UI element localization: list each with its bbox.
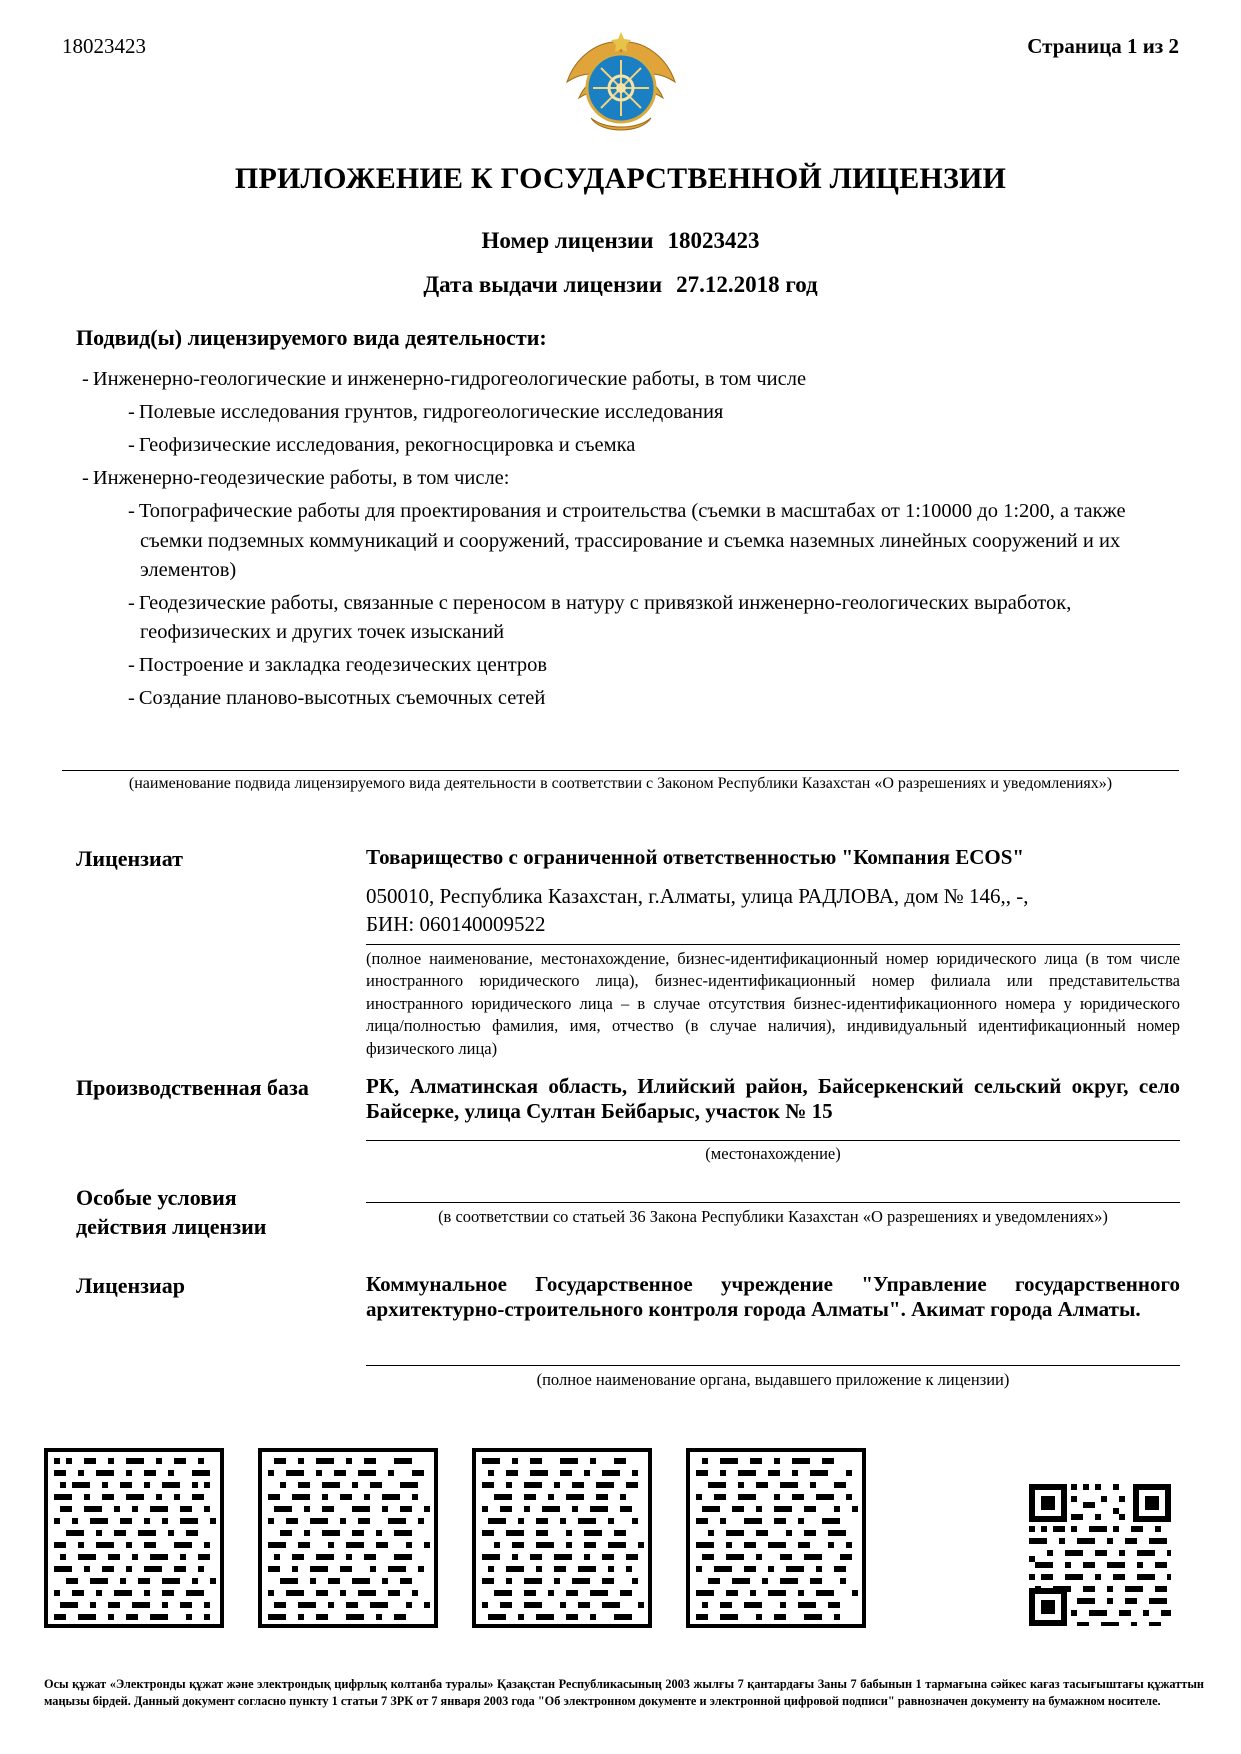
list-item-text: Геодезические работы, связанные с переносом в натуру с привязкой инженерно-геологических выработок, геофизических и других точек изысканий <box>138 591 1072 643</box>
list-item <box>128 431 1166 460</box>
production-base-label: Производственная база <box>76 1075 309 1100</box>
list-item <box>128 497 1166 584</box>
license-date-row <box>0 272 1241 298</box>
datamatrix-barcode-2 <box>258 1448 438 1628</box>
licensee-bin: БИН: 060140009522 <box>366 912 546 936</box>
footer-note: Осы құжат «Электронды құжат және электрондық цифрлық колтанба туралы» Қазақстан Республикасының 2003 жылғы 7 қантардағы Заны 7 бабынын 1 тармағына сәйкес кағаз тасығыштағы құжаттын маңызы бірдей. Данный документ согласно пункту 1 статьи 7 ЗРК от 7 января 2003 года "Об электронном документе и электронной цифровой подписи" равнозначен документу на бумажном носителе. <box>44 1677 1204 1708</box>
dash-bullet: - <box>82 467 89 490</box>
licensee-label: Лицензиат <box>76 846 183 871</box>
licensee-address: 050010, Республика Казахстан, г.Алматы, улица РАДЛОВА, дом № 146,, -, <box>366 884 1029 908</box>
special-conditions-caption: (в соответствии со статьей 36 Закона Республики Казахстан «О разрешениях и уведомлениях») <box>438 1207 1108 1226</box>
dash-bullet: - <box>128 401 135 424</box>
list-item-text: Инженерно-геологические и инженерно-гидрогеологические работы, в том числе <box>92 368 807 390</box>
dash-bullet: - <box>128 591 135 614</box>
divider <box>366 1140 1180 1141</box>
production-base-caption: (местонахождение) <box>705 1144 841 1163</box>
subtypes-heading: Подвид(ы) лицензируемого вида деятельности: <box>76 325 547 350</box>
license-number-row <box>0 228 1241 254</box>
list-item <box>128 651 1166 680</box>
license-date-label: Дата выдачи лицензии <box>423 272 663 297</box>
special-conditions-label <box>76 1184 266 1241</box>
dash-bullet: - <box>128 434 135 457</box>
list-item-text: Создание планово-высотных съемочных сетей <box>138 687 546 710</box>
licensor-label: Лицензиар <box>76 1273 185 1298</box>
subtypes-caption: (наименование подвида лицензируемого вида деятельности в соответствии с Законом Республики Казахстан «О разрешениях и уведомлениях») <box>128 775 1113 792</box>
licensee-caption: (полное наименование, местонахождение, бизнес-идентификационный номер юридического лица (в том числе иностранного юридического лица), бизнес-идентификационный номер филиала или представительства иностранного юридического лица – в случае отсутствия бизнес-идентификационного номера у юридического лица/полностью фамилия, имя, отчество (в случае наличия), индивидуальный идентификационный номер физического лица) <box>366 949 1180 1058</box>
datamatrix-barcode-1 <box>44 1448 224 1628</box>
licensor-value: Коммунальное Государственное учреждение "Управление государственного архитектурно-строительного контроля города Алматы". Акимат города Алматы. <box>366 1272 1180 1321</box>
divider <box>366 1365 1180 1366</box>
licensee-name: Товарищество с ограниченной ответственностью "Компания ECOS" <box>366 845 1025 869</box>
list-item <box>82 464 1166 493</box>
list-item-text: Геофизические исследования, рекогносцировка и съемка <box>138 434 636 457</box>
licensor-caption: (полное наименование органа, выдавшего приложение к лицензии) <box>536 1370 1010 1389</box>
production-base-value: РК, Алматинская область, Илийский район, Байсеркенский сельский округ, село Байсерке, улица Султан Бейбарыс, участок № 15 <box>366 1074 1180 1123</box>
datamatrix-barcode-3 <box>472 1448 652 1628</box>
subtypes-list <box>76 365 1166 717</box>
dash-bullet: - <box>128 653 135 676</box>
list-item <box>128 398 1166 427</box>
list-item <box>128 589 1166 647</box>
list-item-text: Инженерно-геодезические работы, в том числе: <box>92 467 510 490</box>
page-title: ПРИЛОЖЕНИЕ К ГОСУДАРСТВЕННОЙ ЛИЦЕНЗИИ <box>234 162 1007 195</box>
list-item-text: Топографические работы для проектирования и строительства (съемки в масштабах от 1:10000 до 1:200, а также съемки подземных коммуникаций и сооружений, трассирование и съемка наземных линейных сооружений и их элементов) <box>138 500 1126 581</box>
dash-bullet: - <box>128 500 135 523</box>
document-number: 18023423 <box>62 34 146 58</box>
divider <box>366 944 1180 945</box>
divider <box>62 770 1179 771</box>
dash-bullet: - <box>128 687 135 710</box>
license-number-label: Номер лицензии <box>481 228 654 253</box>
license-number-value: 18023423 <box>667 228 760 253</box>
list-item-text: Построение и закладка геодезических центров <box>138 653 548 676</box>
qr-code <box>1025 1480 1175 1630</box>
list-item <box>128 684 1166 713</box>
kazakhstan-coat-of-arms-icon <box>561 30 681 145</box>
special-conditions-label-line2: действия лицензии <box>76 1213 267 1239</box>
list-item-text: Полевые исследования грунтов, гидрогеологические исследования <box>138 401 724 424</box>
dash-bullet: - <box>82 368 89 390</box>
datamatrix-barcode-4 <box>686 1448 866 1628</box>
special-conditions-label-line1: Особые условия <box>76 1185 237 1210</box>
list-item <box>82 365 1166 394</box>
license-date-value: 27.12.2018 год <box>676 272 818 297</box>
page-indicator: Страница 1 из 2 <box>1027 34 1179 58</box>
divider <box>366 1202 1180 1203</box>
